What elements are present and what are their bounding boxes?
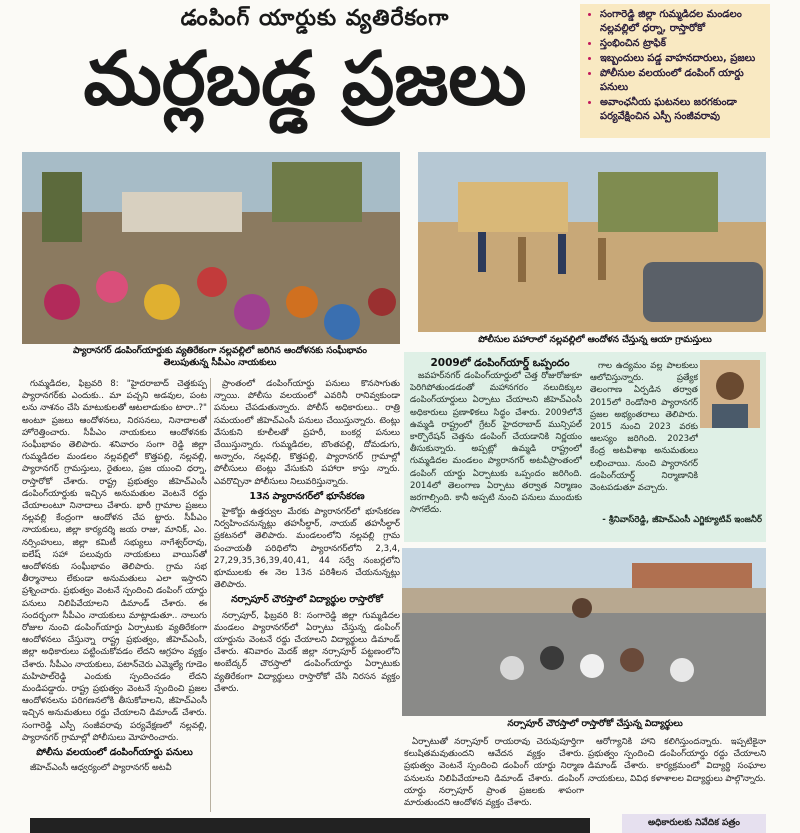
bottom-tag: అధికారులకు నివేదిక పత్రం <box>622 814 766 833</box>
highlight-item: • పోలీసుల వలయంలో డంపింగ్ యార్డు పనులు <box>600 67 764 95</box>
article-paragraph: ఆరోగ్యానికి హాని కలిగిస్తుందన్నారు. ఇప్పటికైనా ప్రభుత్వం స్పందించి డంపింగ్‌యార్డు రద్దు చేయాలని డిమాండ్ చేశారు. కార్యక్రమంలో విద్యార్థి సంఘాల నాయకులు, వివిధ కళాశాలల విద్యార్థులు పాల్గొన్నారు. <box>588 737 766 784</box>
highlight-item: • ఇబ్బందులు పడ్డ వాహనదారులు, ప్రజలు <box>600 52 764 66</box>
article-column-2 <box>214 378 400 814</box>
article-paragraph: గుమ్మడిదల, ఫిబ్రవరి 8: "హైదరాబాద్ చెత్తకుప్ప ప్యారానగర్‌కు ఎందుకు.. మా పచ్చని అడవుల, పంట లను నాశనం చేసి మాటుకులతో ఆటలాడుకుం టారా..?" అంటూ ప్రజలు ఆందోళనలు, నిరసనలు, నినాదాలతో హోరెత్తించారు. సీపీఎం నాయకులు ఆందోళనకు సంఘీభావం తెలిపారు. శనివారం సంగా రెడ్డి జిల్లా గుమ్మడిదల మండలం నల్లవల్లిలో కొత్తపల్లి, నల్లవల్లి, ప్యారానగర్ గ్రామస్తులు, రైతులు, ప్రజ యుంచి ధర్నా, రాస్తారోకో చేశారు. రాష్ట్ర ప్రభుత్వం జీహెచ్ఎంసీ డంపింగ్‌యార్డుకు ఇచ్చిన అనుమతుల వెంటనే రద్దు చేయాలంటూ నినాదాలు చేశారు. భారీ గ్రామాల ప్రజలు నల్లవల్లి కేంద్రంగా ఆందోళన చేప ట్టారు. సీపీఎం నాయకులు, జిల్లా కార్యదర్శి జయ రాజు, మానిక్, ఎం. నర్సింహులు, జిల్లా కమిటీ సభ్యులు నాగేశ్వర్‌రావు, ఐలేష్ సహా పలువురు నాయకులు వాయిస్‌తో ఆందోళనకు సంఘీభావం తెలిపారు. గ్రామ సభ తీర్మానాలు లేకుండా అనుమతులు ఎలా ఇస్తారని ప్రశ్నించారు. ప్రభుత్వం వెంటనే స్పందించి డంపింగ్ యార్డు పనులు నిలిపివేయాలని డిమాండ్ చేశారు. ఈ సందర్భంగా సీపీఎం నాయకులు మాట్లాడుతూ.. నాలుగు రోజుల నుంచి డంపింగ్‌యార్డు ఏర్పాటుకు వ్యతిరేకంగా ఆందోళనలు చేస్తున్నా రాష్ట్ర ప్రభుత్వం, జీహెచ్ఎంసీ, జిల్లా అధికారులు పట్టించుకోవడం లేదని ఆగ్రహం వ్యక్తం చేశారు. సీపీఎం నాయకులు, పటాన్‌చెరు ఎమ్మెల్యే గూడెం మహిపాల్‌రెడ్డి ఎందుకు స్పందించడం లేదని మండిపడ్డారు. రాష్ట్ర ప్రభుత్వం వెంటనే స్పందించి ప్రజల ఆందోళనలను పరిగణనలోకి తీసుకోవాలని, జీహెచ్ఎంసీ ఇచ్చిన అనుమతులు రద్దు చేయాలని డిమాండ్ చేశారు. సంగారెడ్డి ఎస్పీ సంజీవరావు పర్యవేక్షణలో నల్లవల్లి, ప్యారానగర్ గ్రామాల్లో పోలీసులు మోహరించారు. <box>22 379 207 743</box>
subheading: 13న ప్యారానగర్‌లో భూసేకరణ <box>249 490 365 502</box>
article-column-1 <box>22 378 207 814</box>
police-villagers-photo <box>418 152 766 332</box>
info-box-column-2 <box>590 360 698 540</box>
article-paragraph: జవహర్‌నగర్ డంపింగ్‌యార్డులో చెత్త రోజురోజుకూ పెరిగిపోతుండడంతో మహానగరం నలుదిక్కుల డంపింగ్‌యార్డులు ఏర్పాటు చేయాలని జీహెచ్ఎంసీ అధికారులు ప్రణాళికలు సిద్ధం చేశారు. 2009లోనే ఉమ్మడి రాష్ట్రంలో గ్రేటర్ హైదరాబాద్ మున్సిపల్ కార్పొరేషన్ చెత్తను డంపింగ్ చేయడానికి నిర్ణయం తీసుకున్నారు. అప్పట్లో ఉమ్మడి రాష్ట్రంలో గుమ్మడిదల మండలం ప్యారానగర్ అటవీప్రాంతంలో డంపింగ్ యార్డు ఏర్పాటుకు ఒప్పందం జరిగింది. 2014లో తెలంగాణ ఏర్పాటు తర్వాత నిర్మాణం జరగాల్సింది. కానీ అప్పటి నుంచి పనులు ముందుకు సాగలేదు. <box>410 371 582 516</box>
article-column-4 <box>588 736 766 814</box>
page-title: మర్లబడ్డ ప్రజలు <box>83 36 527 122</box>
article-paragraph: ప్రాంతంలో డంపింగ్‌యార్డు పనులు కొనసాగుతు న్నాయి. పోలీసు వలయంలో ఎవరినీ రానివ్వకుండా పనులు చేపడుతున్నారు. పోలీస్ అధికారులు.. రాత్రి సమయంలో జీహెచ్ఎంసీ పనులు చేయిస్తున్నారు. టెంట్లు వేసుకుని కూలీలతో ప్రహరీ, బంకర్ల పనులు చేయిస్తున్నారు. గుమ్మడిదల, బొంతపల్లి, దోమడుగు, అన్నారం, నల్లవల్లి, కొత్తపల్లి, ప్యారానగర్ గ్రామాల్లో పోలీసులు టెంట్లు వేసుకుని పహారా కాస్తు న్నారు. ఎవరొచ్చినా పోలీసులు నిలువరిస్తున్నారు. <box>214 379 400 487</box>
column-divider <box>210 378 211 812</box>
photo3-caption: నర్సాపూర్ చౌరస్తాలో రాస్తారోకో చేస్తున్న విద్యార్థులు <box>507 719 683 729</box>
article-paragraph: హైకోర్టు ఉత్తర్వుల మేరకు ప్యారానగర్‌లో భూసేకరణ నిర్వహించనున్నట్లు తహసీల్దార్, నాయబ్ తహసీల్దార్ ప్రకటనలో తెలిపారు. మండలంలోని నల్లవల్లి గ్రామ పంచాయతీ పరిధిలోని ప్యారానగర్‌లోని 2,3,4, 27,29,35,36,39,40,41, 44 సర్వే నంబర్లలోని భూములకు ఈ నెల 13న పరిశీలన చేయనున్నట్లు తెలిపారు. <box>214 507 400 591</box>
photo2-caption: పోలీసుల పహారాలో నల్లవల్లిలో ఆందోళన చేస్తున్న ఆయా గ్రామస్తులు <box>478 335 712 345</box>
article-column-3 <box>404 736 584 814</box>
article-paragraph: ఏర్పాటుతో నర్సాపూర్ రాయరావు చెరువుపూర్తిగా కలుషితమవుతుందని ఆవేదన వ్యక్తం చేశారు. ప్రభుత్వం వెంటనే స్పందించి డంపింగ్ యార్డు నిర్మాణ పనులను నిలిపివేయాలని డిమాండ్ చేశారు. డంపింగ్ యార్డు నర్సాపూర్ ప్రాంత ప్రజలకు శాపంగా మారుతుందని ఆందోళన వ్యక్తం చేశారు. <box>404 737 584 809</box>
engineer-portrait <box>700 360 760 428</box>
info-box-quote: - శ్రీనివాస్‌రెడ్డి, జీహెచ్ఎంసీ ఎగ్జిక్యూటివ్ ఇంజనీర్ <box>602 515 762 525</box>
subheading: నర్సాపూర్ చౌరస్తాలో విద్యార్థుల రాస్తారోకో <box>231 594 383 606</box>
students-protest-photo <box>402 548 766 716</box>
kicker: డంపింగ్ యార్డుకు వ్యతిరేకంగా <box>180 6 450 31</box>
protest-crowd-photo <box>22 152 400 344</box>
info-box-title: 2009లో డంపింగ్‌యార్డ్ ఒప్పందం <box>430 357 570 369</box>
subheading: పోలీసు వలయంలో డంపింగ్‌యార్డు పనులు <box>36 747 193 759</box>
highlight-item: • స్తంభించిన ట్రాఫిక్ <box>600 37 764 51</box>
article-paragraph: నర్సాపూర్, ఫిబ్రవరి 8: సంగారెడ్డి జిల్లా గుమ్మడిదల మండలం ప్యారానగర్‌లో ఏర్పాటు చేస్తున్న డంపింగ్ యార్డును వెంటనే రద్దు చేయాలని విద్యార్థులు డిమాండ్ చేశారు. శనివారం మెదక్ జిల్లా నర్సాపూర్ పట్టణంలోని అంబేద్కర్ చౌరస్తాలో డంపింగ్‌యార్డు ఏర్పాటుకు వ్యతిరేకంగా విద్యార్థులు రాస్తారోకో చేసి నిరసన వ్యక్తం చేశారు. <box>214 610 400 694</box>
next-headline-strip <box>30 818 590 833</box>
article-paragraph: గాల ఉద్యమం వల్ల పాలకులు ఆలోచిస్తున్నారు. ప్రత్యేక తెలంగాణ ఏర్పడిన తర్వాత 2015లో రెండోసారి ప్యారానగర్ ప్రజల అభ్యంతరాలు తెలిపారు. 2015 నుంచి 2023 వరకు ఆలస్యం జరిగింది. 2023లో కేంద్ర అటవీశాఖ అనుమతులు లభించాయి. నుంచి ప్యారానగర్ డంపింగ్‌యార్డ్ నిర్మాణానికి వెంటపడుతూ వచ్చారు. <box>590 361 698 494</box>
highlights-box <box>580 4 770 138</box>
info-box-column-1 <box>410 370 582 538</box>
photo1-caption: ప్యారానగర్ డంపింగ్‌యార్డుకు వ్యతిరేకంగా నల్లవల్లిలో జరిగిన ఆందోళనకు సంఘీభావం తెలుపుతున్న సీపీఎం నాయకులు <box>73 346 367 368</box>
highlight-item: • సంగారెడ్డి జిల్లా గుమ్మడిదల మండలం నల్లవల్లిలో ధర్నా, రాస్తారోకో <box>600 8 764 36</box>
article-paragraph: జీహెచ్ఎంసీ ఆధ్వర్యంలో ప్యారానగర్ అటవీ <box>30 763 172 774</box>
highlight-item: • అవాంఛనీయ ఘటనలు జరగకుండా పర్యవేక్షించిన ఎస్పీ సంజీవరావు <box>600 96 764 124</box>
